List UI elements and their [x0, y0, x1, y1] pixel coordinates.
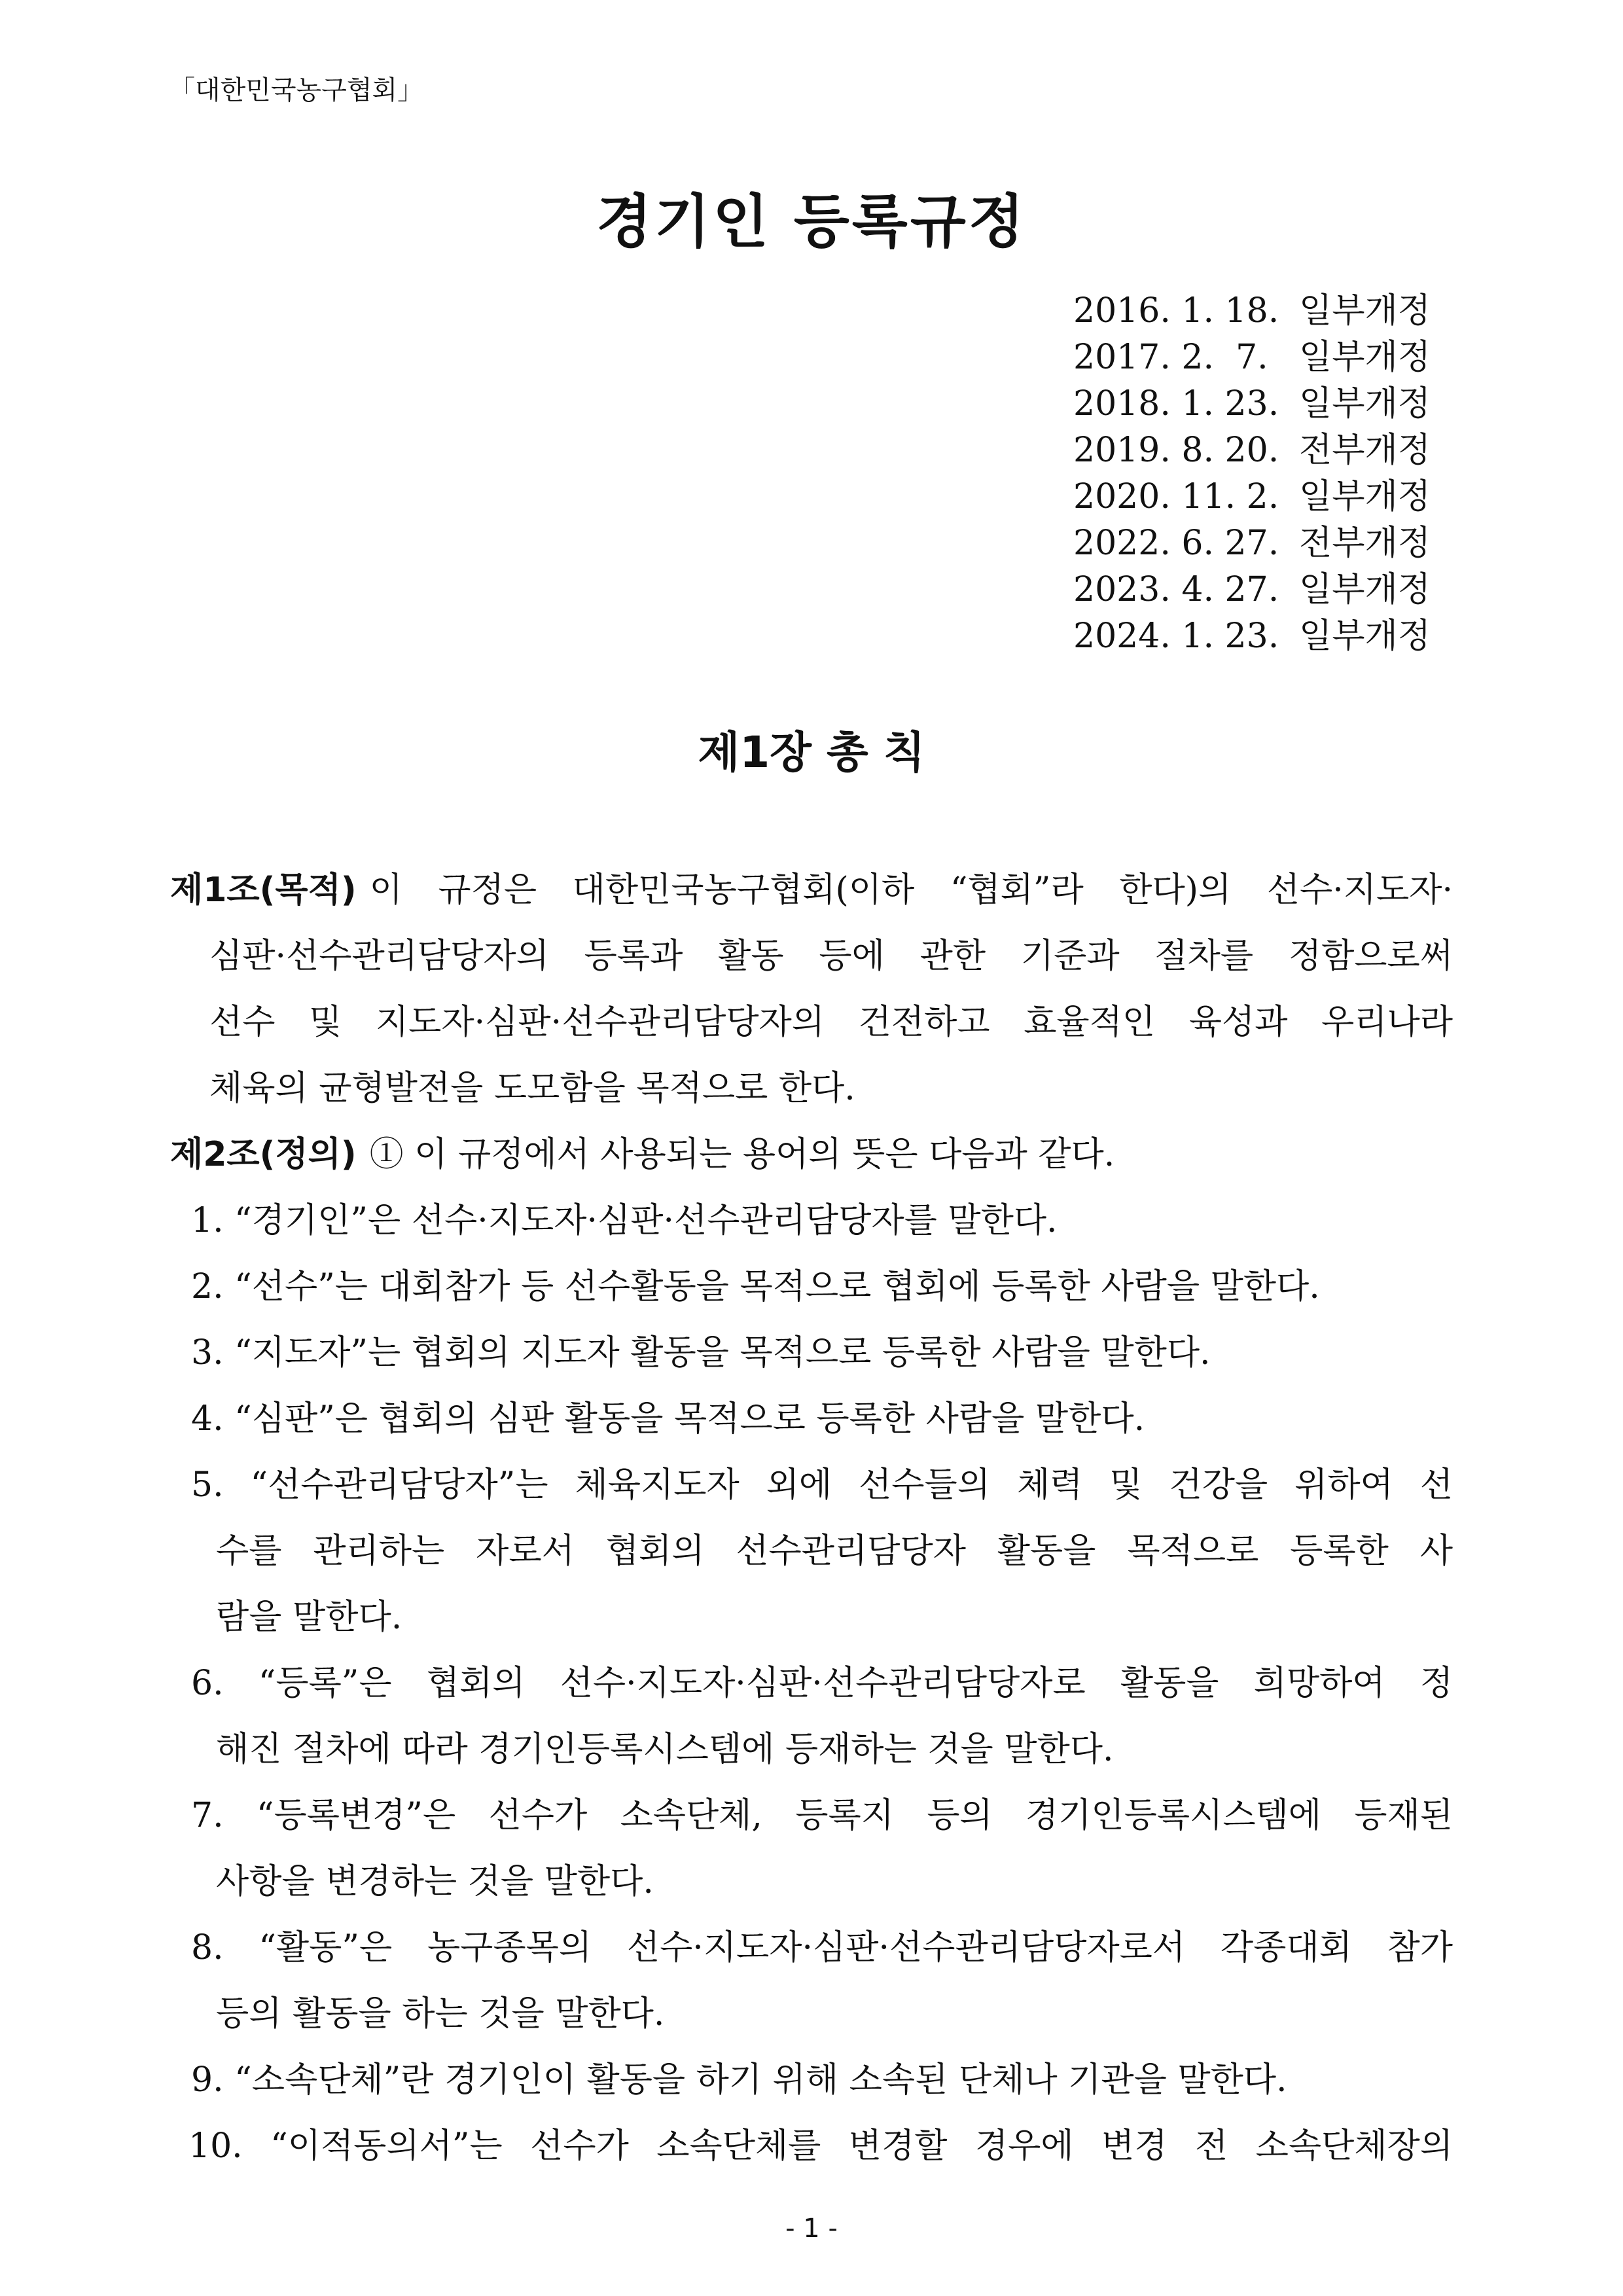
article-1-heading: 제1조(목적) — [170, 870, 357, 910]
amendment-date: 2020. 11. 2. — [1073, 477, 1279, 516]
page-number: - 1 - — [785, 2214, 838, 2244]
definition-item: 2. “선수”는 대회참가 등 선수활동을 목적으로 협회에 등록한 사람을 말한다. — [191, 1267, 1320, 1306]
definition-item: 1. “경기인”은 선수·지도자·심판·선수관리담당자를 말한다. — [191, 1201, 1058, 1240]
amendment-entry — [1073, 381, 1466, 427]
definition-item: 9. “소속단체”란 경기인이 활동을 하기 위해 소속된 단체나 기관을 말한다. — [191, 2060, 1287, 2100]
definition-item: 3. “지도자”는 협회의 지도자 활동을 목적으로 등록한 사람을 말한다. — [191, 1333, 1211, 1372]
definition-item: 10. “이적동의서”는 선수가 소속단체를 변경할 경우에 변경 전 소속단체장의 — [188, 2126, 1453, 2166]
article-1-line — [170, 857, 1453, 924]
article-1-text: 이 규정은 대한민국농구협회(이하 “협회”라 한다)의 선수·지도자· — [369, 870, 1453, 910]
amendment-date: 2023. 4. 27. — [1073, 570, 1279, 609]
definition-item-continuation: 해진 절차에 따라 경기인등록시스템에 등재하는 것을 말한다. — [216, 1730, 1114, 1769]
definition-item: 8. “활동”은 농구종목의 선수·지도자·심판·선수관리담당자로서 각종대회 참가 — [191, 1928, 1453, 1967]
amendment-type: 일부개정 — [1299, 570, 1431, 609]
amendment-type: 전부개정 — [1299, 431, 1431, 470]
amendment-type: 일부개정 — [1299, 617, 1431, 656]
amendment-entry — [1073, 567, 1466, 613]
amendment-date: 2017. 2. 7. — [1073, 338, 1268, 377]
amendment-history — [1073, 288, 1466, 660]
definition-item-continuation: 사항을 변경하는 것을 말한다. — [216, 1862, 654, 1901]
amendment-entry — [1073, 427, 1466, 474]
organization-header: 「대한민국농구협회」 — [169, 75, 424, 105]
definition-item-continuation: 수를 관리하는 자로서 협회의 선수관리담당자 활동을 목적으로 등록한 사 — [216, 1532, 1453, 1571]
regulation-body — [170, 857, 1453, 2179]
article-2-intro: ① 이 규정에서 사용되는 용어의 뜻은 다음과 같다. — [369, 1135, 1115, 1174]
amendment-date: 2018. 1. 23. — [1073, 384, 1279, 423]
article-2-line — [170, 1122, 1453, 1188]
amendment-type: 일부개정 — [1299, 291, 1431, 331]
definition-item-continuation: 람을 말한다. — [216, 1598, 402, 1637]
amendment-type: 일부개정 — [1299, 384, 1431, 423]
definition-item: 5. “선수관리담당자”는 체육지도자 외에 선수들의 체력 및 건강을 위하여 선 — [191, 1465, 1453, 1505]
amendment-entry — [1073, 474, 1466, 520]
amendment-entry — [1073, 334, 1466, 381]
chapter-title: 제1장 총 칙 — [698, 727, 925, 778]
amendment-entry — [1073, 613, 1466, 660]
amendment-date: 2016. 1. 18. — [1073, 291, 1279, 331]
amendment-entry — [1073, 520, 1466, 567]
article-1-line: 체육의 균형발전을 도모함을 목적으로 한다. — [209, 1069, 855, 1108]
amendment-type: 일부개정 — [1299, 477, 1431, 516]
definition-item: 4. “심판”은 협회의 심판 활동을 목적으로 등록한 사람을 말한다. — [191, 1399, 1145, 1439]
definition-item: 7. “등록변경”은 선수가 소속단체, 등록지 등의 경기인등록시스템에 등재된 — [191, 1796, 1453, 1835]
document-title: 경기인 등록규정 — [596, 187, 1027, 255]
article-1-line: 심판·선수관리담당자의 등록과 활동 등에 관한 기준과 절차를 정함으로써 — [209, 937, 1453, 976]
definition-item: 6. “등록”은 협회의 선수·지도자·심판·선수관리담당자로 활동을 희망하여 정 — [191, 1664, 1453, 1703]
amendment-type: 전부개정 — [1299, 524, 1431, 563]
amendment-date: 2024. 1. 23. — [1073, 617, 1279, 656]
definition-item-continuation: 등의 활동을 하는 것을 말한다. — [216, 1994, 665, 2034]
article-1-line: 선수 및 지도자·심판·선수관리담당자의 건전하고 효율적인 육성과 우리나라 — [209, 1003, 1453, 1042]
amendment-type: 일부개정 — [1299, 338, 1431, 377]
amendment-date: 2019. 8. 20. — [1073, 431, 1279, 470]
amendment-entry — [1073, 288, 1466, 334]
amendment-date: 2022. 6. 27. — [1073, 524, 1279, 563]
article-2-heading: 제2조(정의) — [170, 1135, 357, 1174]
